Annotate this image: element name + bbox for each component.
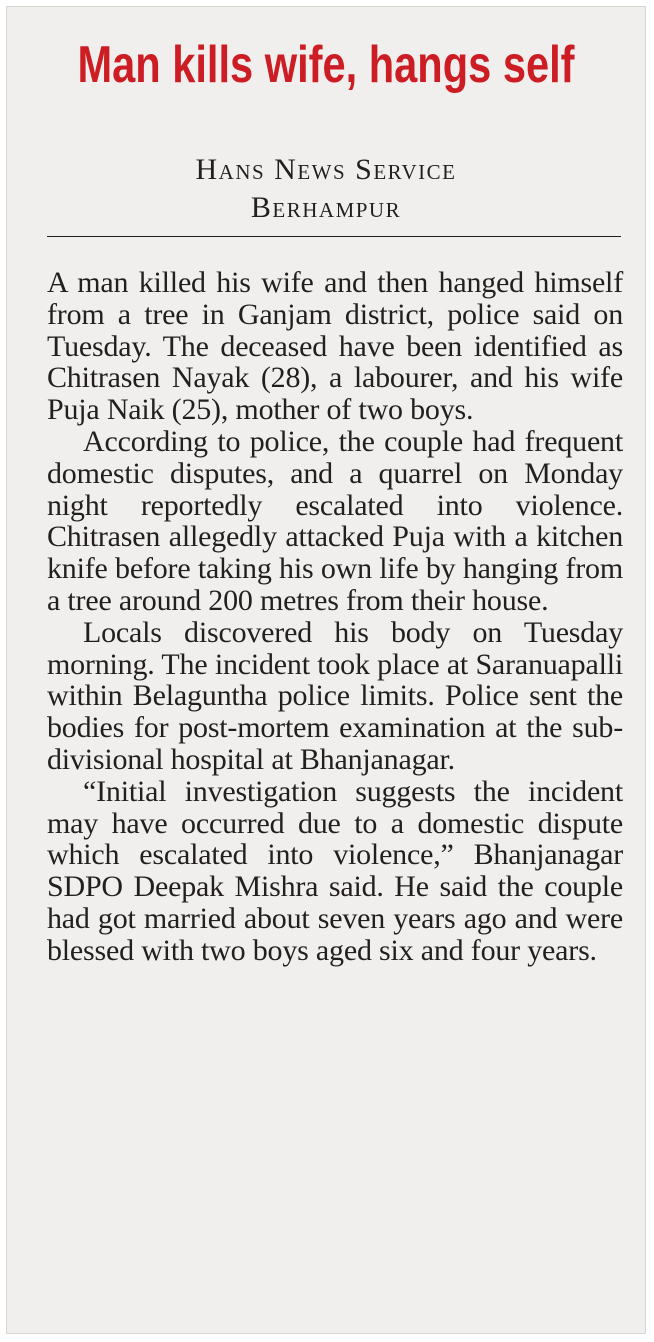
news-clipping	[6, 6, 646, 1334]
article-paragraph: “Initial investigation suggests the incident may have occurred due to a domestic dispute which escalated into violence,” Bhanjanagar SDPO Deepak Mishra said. He said the couple had got married about seven years ago and were blessed with two boys aged six and four years.	[47, 774, 623, 967]
article-headline: Man kills wife, hangs self	[77, 36, 575, 94]
article-paragraph: According to police, the couple had frequent domestic disputes, and a quarrel on Monday night reportedly escalated into violence. Chitrasen allegedly attacked Puja with a kitchen knife before taking his own life by hanging from a tree around 200 metres from their house.	[47, 424, 623, 617]
byline-location: Berhampur	[250, 191, 402, 224]
article-body	[47, 267, 623, 967]
byline-service: Hans News Service	[195, 153, 457, 186]
article-paragraph: A man killed his wife and then hanged himself from a tree in Ganjam district, police said on Tuesday. The deceased have been identified as Chitrasen Nayak (28), a labourer, and his wife Puja Naik (25), mother of two boys.	[47, 266, 623, 427]
byline	[7, 151, 645, 227]
article-paragraph: Locals discovered his body on Tuesday morning. The incident took place at Saranuapalli within Belaguntha police limits. Police sent the bodies for post-mortem examination at the sub-divisional hospital at Bhanjanagar.	[47, 615, 623, 776]
byline-divider	[47, 236, 621, 237]
